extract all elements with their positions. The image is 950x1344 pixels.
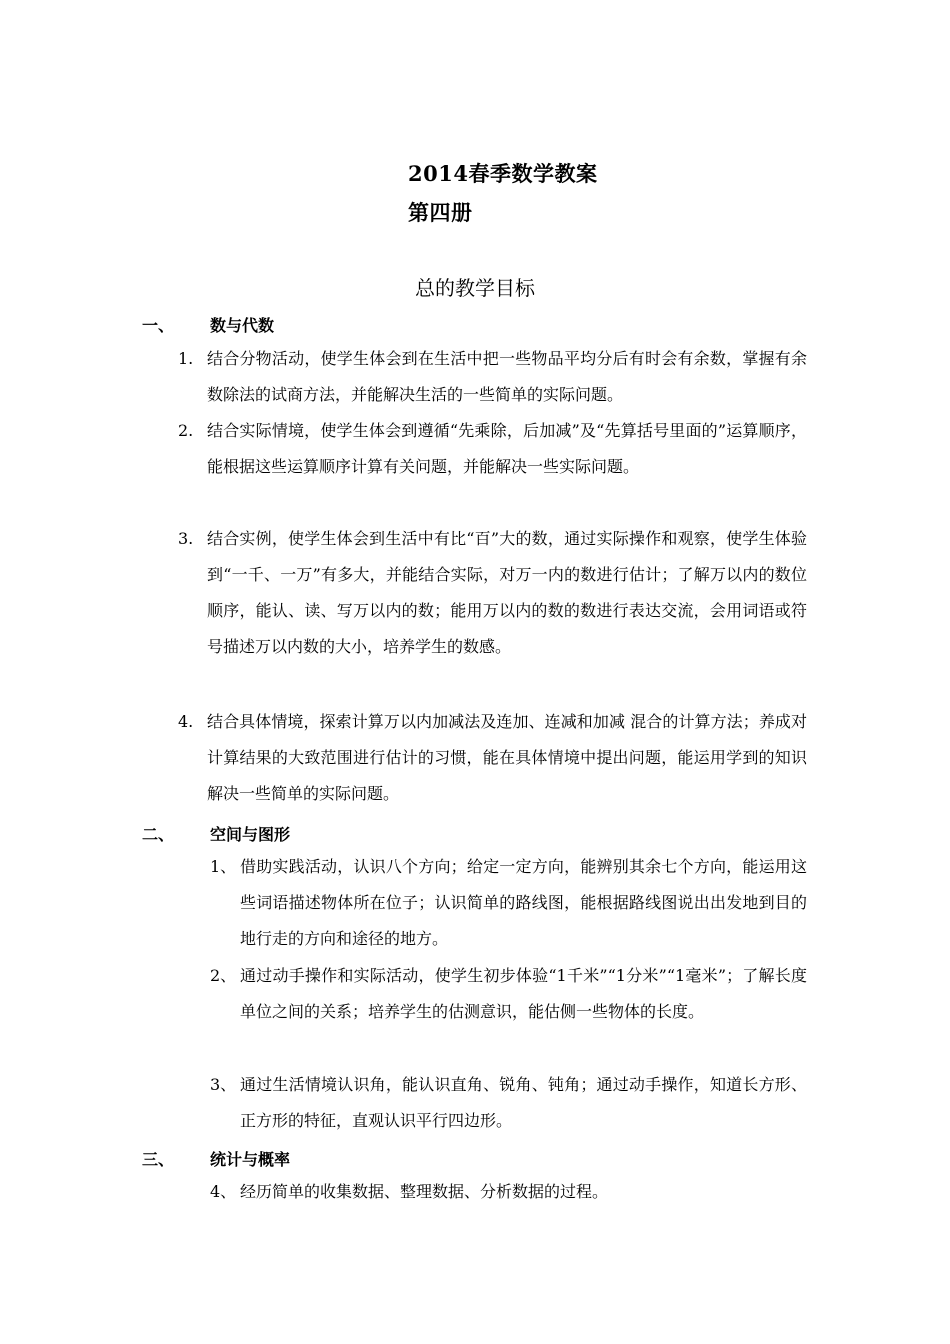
list-item-number: 2. bbox=[178, 421, 194, 440]
list-item bbox=[210, 958, 807, 1030]
document-title: 2014春季数学教案 bbox=[408, 161, 598, 186]
list-item-number: 4. bbox=[178, 712, 194, 731]
list-item-text: 通过生活情境认识角，能认识直角、锐角、钝角；通过动手操作，知道长方形、正方形的特征，直观认识平行四边形。 bbox=[240, 1075, 807, 1130]
section-heading-space-shape bbox=[142, 822, 290, 845]
section-number: 一、 bbox=[142, 316, 175, 335]
section-heading-text: 数与代数 bbox=[210, 316, 275, 335]
volume-title: 第四册 bbox=[408, 200, 473, 225]
list-item bbox=[178, 521, 807, 665]
list-item-number: 3、 bbox=[210, 1075, 237, 1094]
list-item-text: 结合实际情境，使学生体会到遵循“先乘除，后加减”及“先算括号里面的”运算顺序，能根据这些运算顺序计算有关问题，并能解决一些实际问题。 bbox=[207, 421, 807, 476]
list-item-number: 1、 bbox=[210, 857, 237, 876]
list-item-text: 借助实践活动，认识八个方向；给定一定方向，能辨别其余七个方向，能运用这些词语描述物体所在位子；认识简单的路线图，能根据路线图说出出发地到目的地行走的方向和途径的地方。 bbox=[240, 857, 807, 948]
section-heading-number-algebra bbox=[142, 313, 274, 336]
list-item bbox=[178, 704, 807, 812]
section-heading-text: 空间与图形 bbox=[210, 825, 291, 844]
list-item bbox=[178, 413, 807, 485]
list-item-text: 结合实例，使学生体会到生活中有比“百”大的数，通过实际操作和观察，使学生体验到“一千、一万”有多大，并能结合实际，对万一内的数进行估计；了解万以内的数位顺序，能认、读、写万以内的数；能用万以内的数的数进行表达交流，会用词语或符号描述万以内数的大小，培养学生的数感。 bbox=[207, 529, 807, 656]
list-item-number: 4、 bbox=[210, 1182, 237, 1201]
list-item bbox=[210, 1067, 807, 1139]
section-subtitle: 总的教学目标 bbox=[415, 276, 535, 300]
list-item-text: 结合具体情境，探索计算万以内加减法及连加、连减和加减 混合的计算方法；养成对计算结果的大致范围进行估计的习惯，能在具体情境中提出问题，能运用学到的知识解决一些简单的实际问题。 bbox=[207, 712, 807, 803]
list-item-text: 通过动手操作和实际活动，使学生初步体验“1千米”“1分米”“1毫米”；了解长度单位之间的关系；培养学生的估测意识，能估侧一些物体的长度。 bbox=[240, 966, 807, 1021]
list-item bbox=[178, 341, 807, 413]
list-item-number: 2、 bbox=[210, 966, 237, 985]
list-item bbox=[210, 849, 807, 957]
list-item-text: 经历简单的收集数据、整理数据、分析数据的过程。 bbox=[240, 1182, 609, 1201]
list-item-number: 1. bbox=[178, 349, 194, 368]
section-heading-text: 统计与概率 bbox=[210, 1150, 291, 1169]
section-number: 三、 bbox=[142, 1150, 175, 1169]
list-item bbox=[210, 1174, 807, 1210]
list-item-number: 3. bbox=[178, 529, 194, 548]
section-number: 二、 bbox=[142, 825, 175, 844]
list-item-text: 结合分物活动，使学生体会到在生活中把一些物品平均分后有时会有余数，掌握有余数除法的试商方法，并能解决生活的一些简单的实际问题。 bbox=[207, 349, 807, 404]
section-heading-statistics bbox=[142, 1147, 290, 1170]
